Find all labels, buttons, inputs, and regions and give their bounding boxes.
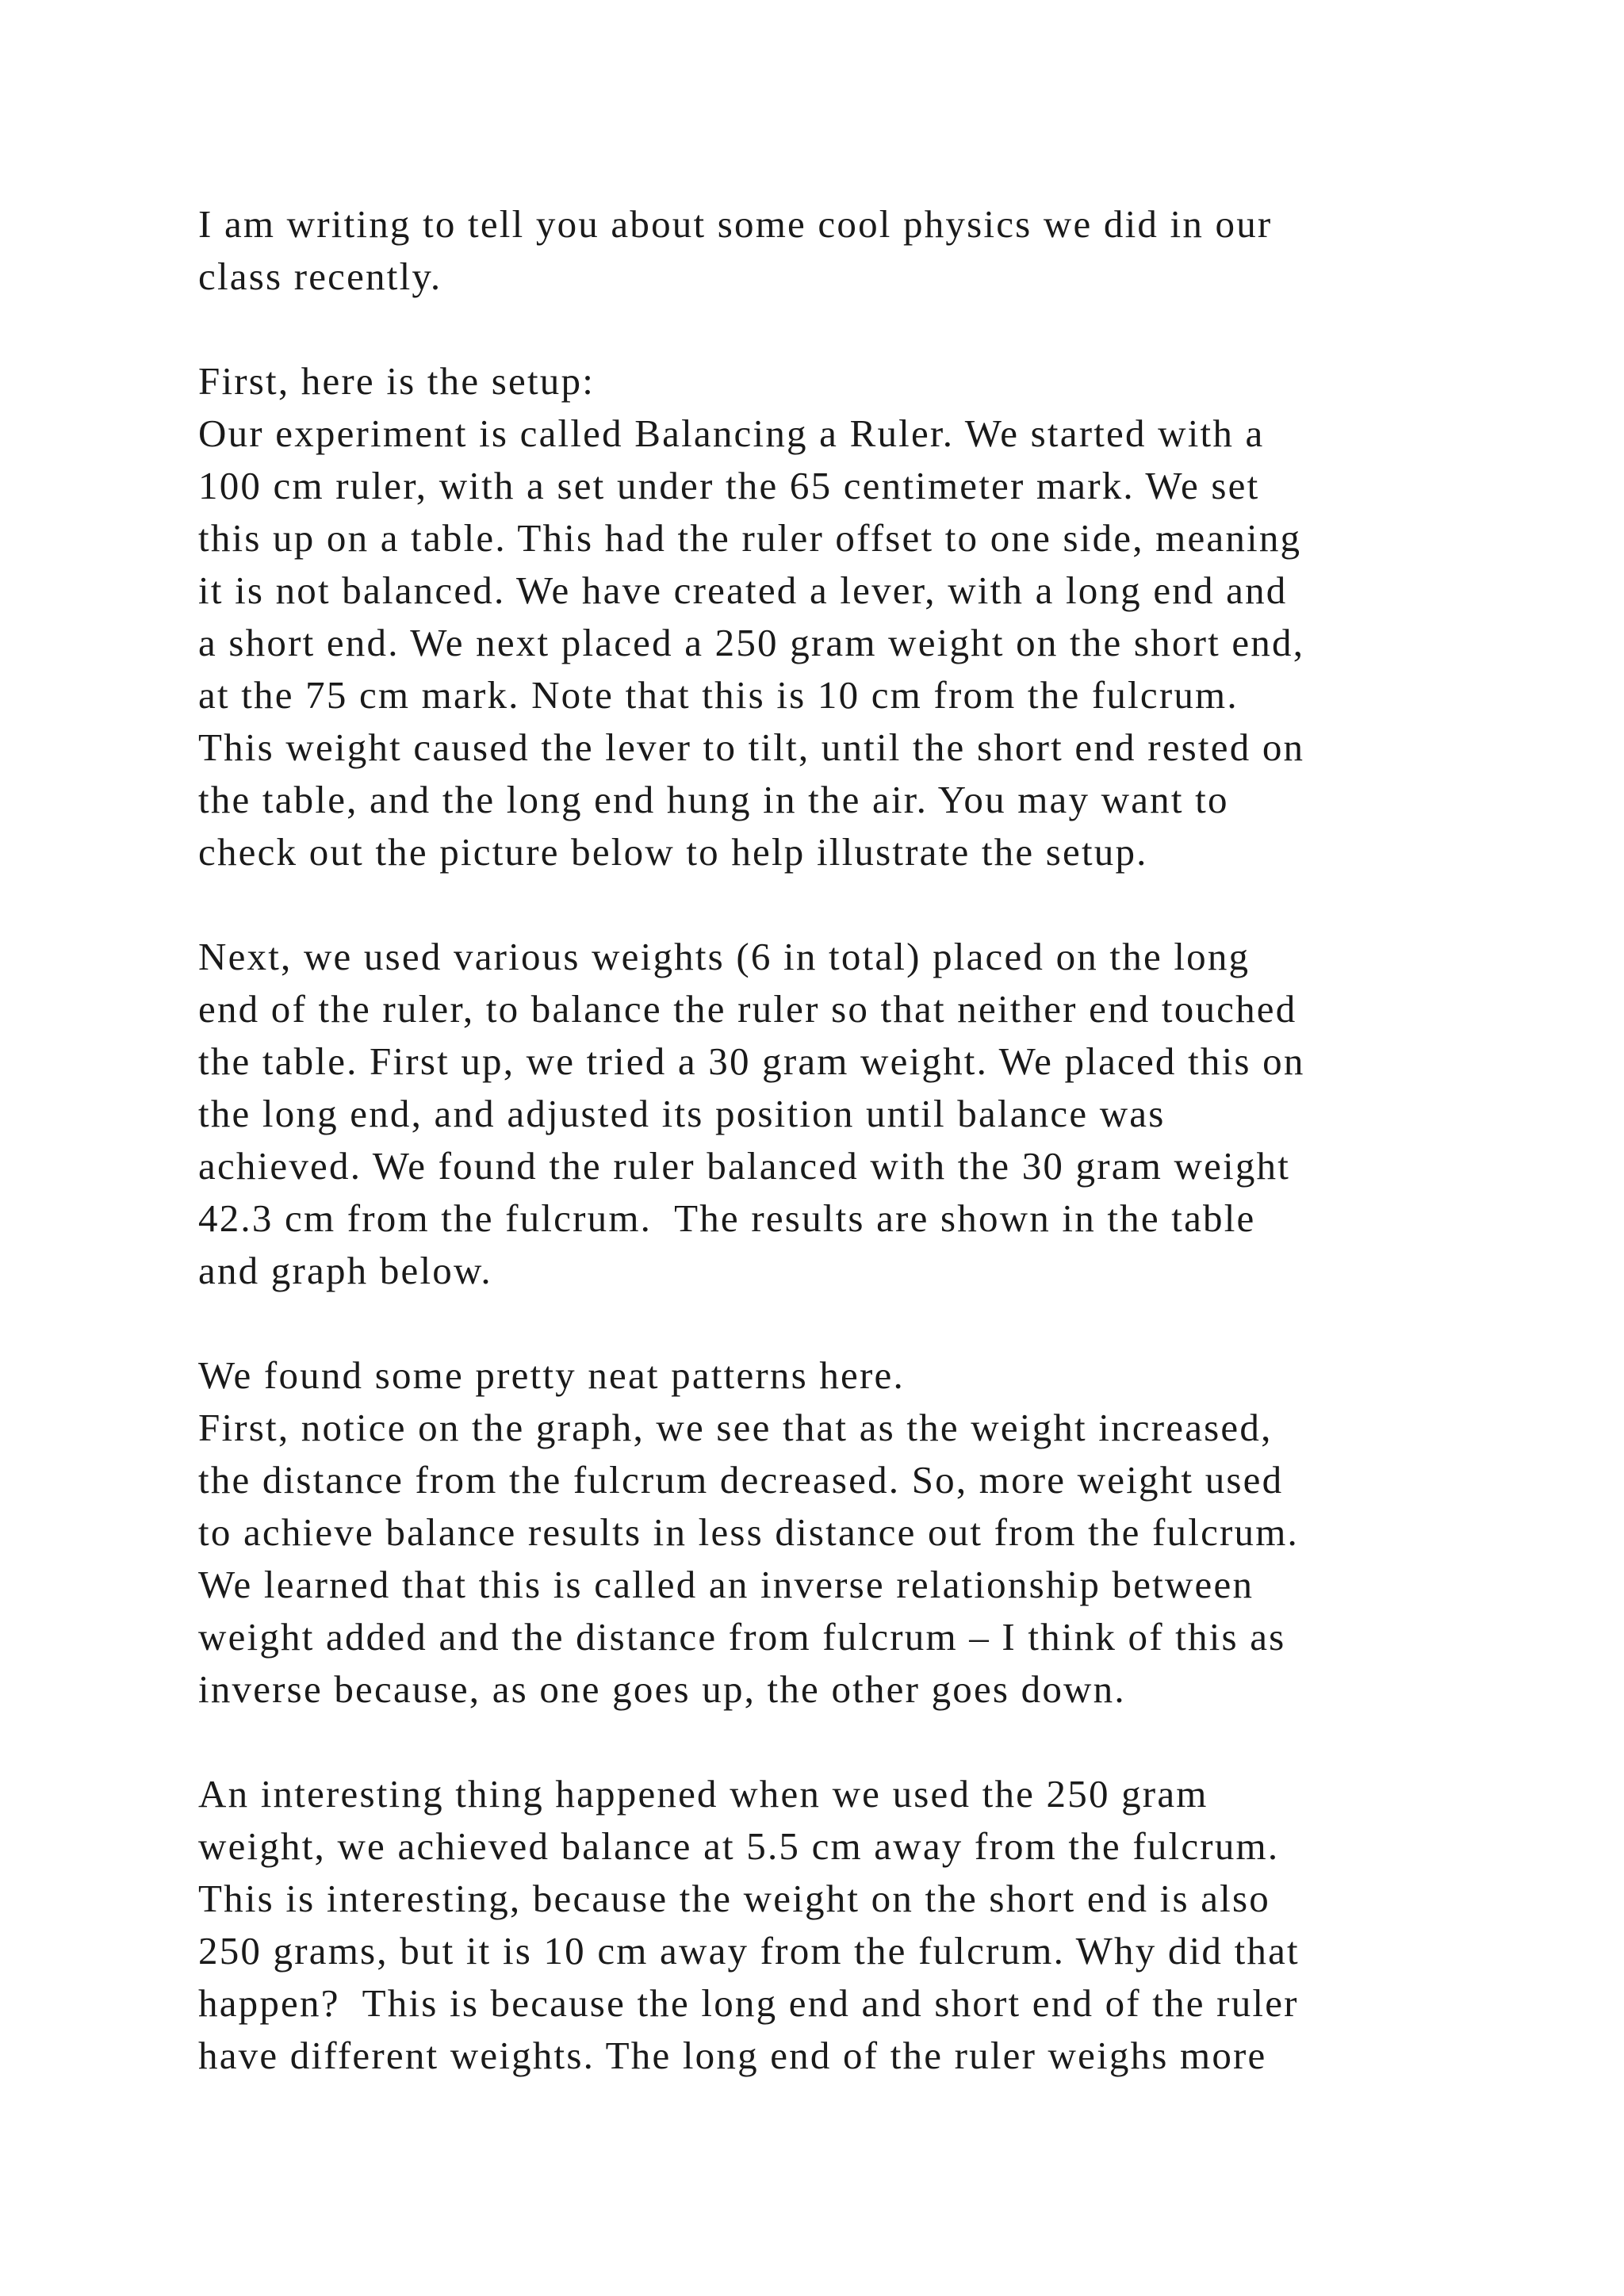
text-line: the table, and the long end hung in the air. You may want to — [198, 778, 1229, 821]
text-line: at the 75 cm mark. Note that this is 10 cm from the fulcrum. — [198, 673, 1239, 717]
paragraph-4 — [198, 1349, 1467, 1716]
text-line: 100 cm ruler, with a set under the 65 centimeter mark. We set — [198, 464, 1260, 507]
text-line: 42.3 cm from the fulcrum. The results are shown in the table — [198, 1196, 1256, 1240]
paragraph-3 — [198, 931, 1467, 1297]
text-line: and graph below. — [198, 1249, 492, 1292]
text-line: this up on a table. This had the ruler offset to one side, meaning — [198, 516, 1302, 560]
text-line: We found some pretty neat patterns here. — [198, 1353, 905, 1397]
body-text — [198, 198, 1467, 2134]
paragraph-2 — [198, 355, 1467, 878]
text-line: have different weights. The long end of the ruler weighs more — [198, 2034, 1267, 2077]
text-line: I am writing to tell you about some cool physics we did in our — [198, 202, 1273, 246]
text-line: it is not balanced. We have created a lever, with a long end and — [198, 568, 1288, 612]
paragraph-1 — [198, 198, 1467, 303]
text-line: weight, we achieved balance at 5.5 cm away from the fulcrum. — [198, 1824, 1280, 1868]
text-line: to achieve balance results in less distance out from the fulcrum. — [198, 1510, 1300, 1554]
text-line: class recently. — [198, 254, 442, 298]
text-line: First, notice on the graph, we see that as the weight increased, — [198, 1406, 1273, 1449]
text-line: happen? This is because the long end and short end of the ruler — [198, 1981, 1299, 2025]
text-line: 250 grams, but it is 10 cm away from the fulcrum. Why did that — [198, 1929, 1300, 1973]
text-line: end of the ruler, to balance the ruler so that neither end touched — [198, 987, 1297, 1031]
text-line: This weight caused the lever to tilt, until the short end rested on — [198, 725, 1305, 769]
text-line: We learned that this is called an inverse relationship between — [198, 1563, 1254, 1606]
text-line: Our experiment is called Balancing a Ruler. We started with a — [198, 411, 1265, 455]
text-line: Next, we used various weights (6 in total) placed on the long — [198, 935, 1251, 978]
text-line: a short end. We next placed a 250 gram weight on the short end, — [198, 621, 1305, 664]
text-line: the long end, and adjusted its position until balance was — [198, 1092, 1166, 1135]
text-line: First, here is the setup: — [198, 359, 596, 403]
text-line: the distance from the fulcrum decreased. So, more weight used — [198, 1458, 1284, 1502]
text-line: achieved. We found the ruler balanced with the 30 gram weight — [198, 1144, 1291, 1188]
text-line: check out the picture below to help illustrate the setup. — [198, 830, 1148, 874]
text-line: inverse because, as one goes up, the other goes down. — [198, 1667, 1126, 1711]
text-line: the table. First up, we tried a 30 gram weight. We placed this on — [198, 1039, 1305, 1083]
text-line: This is interesting, because the weight on the short end is also — [198, 1877, 1270, 1920]
text-line: An interesting thing happened when we used the 250 gram — [198, 1772, 1208, 1816]
paragraph-5 — [198, 1768, 1467, 2082]
text-line: weight added and the distance from fulcrum – I think of this as — [198, 1615, 1286, 1659]
